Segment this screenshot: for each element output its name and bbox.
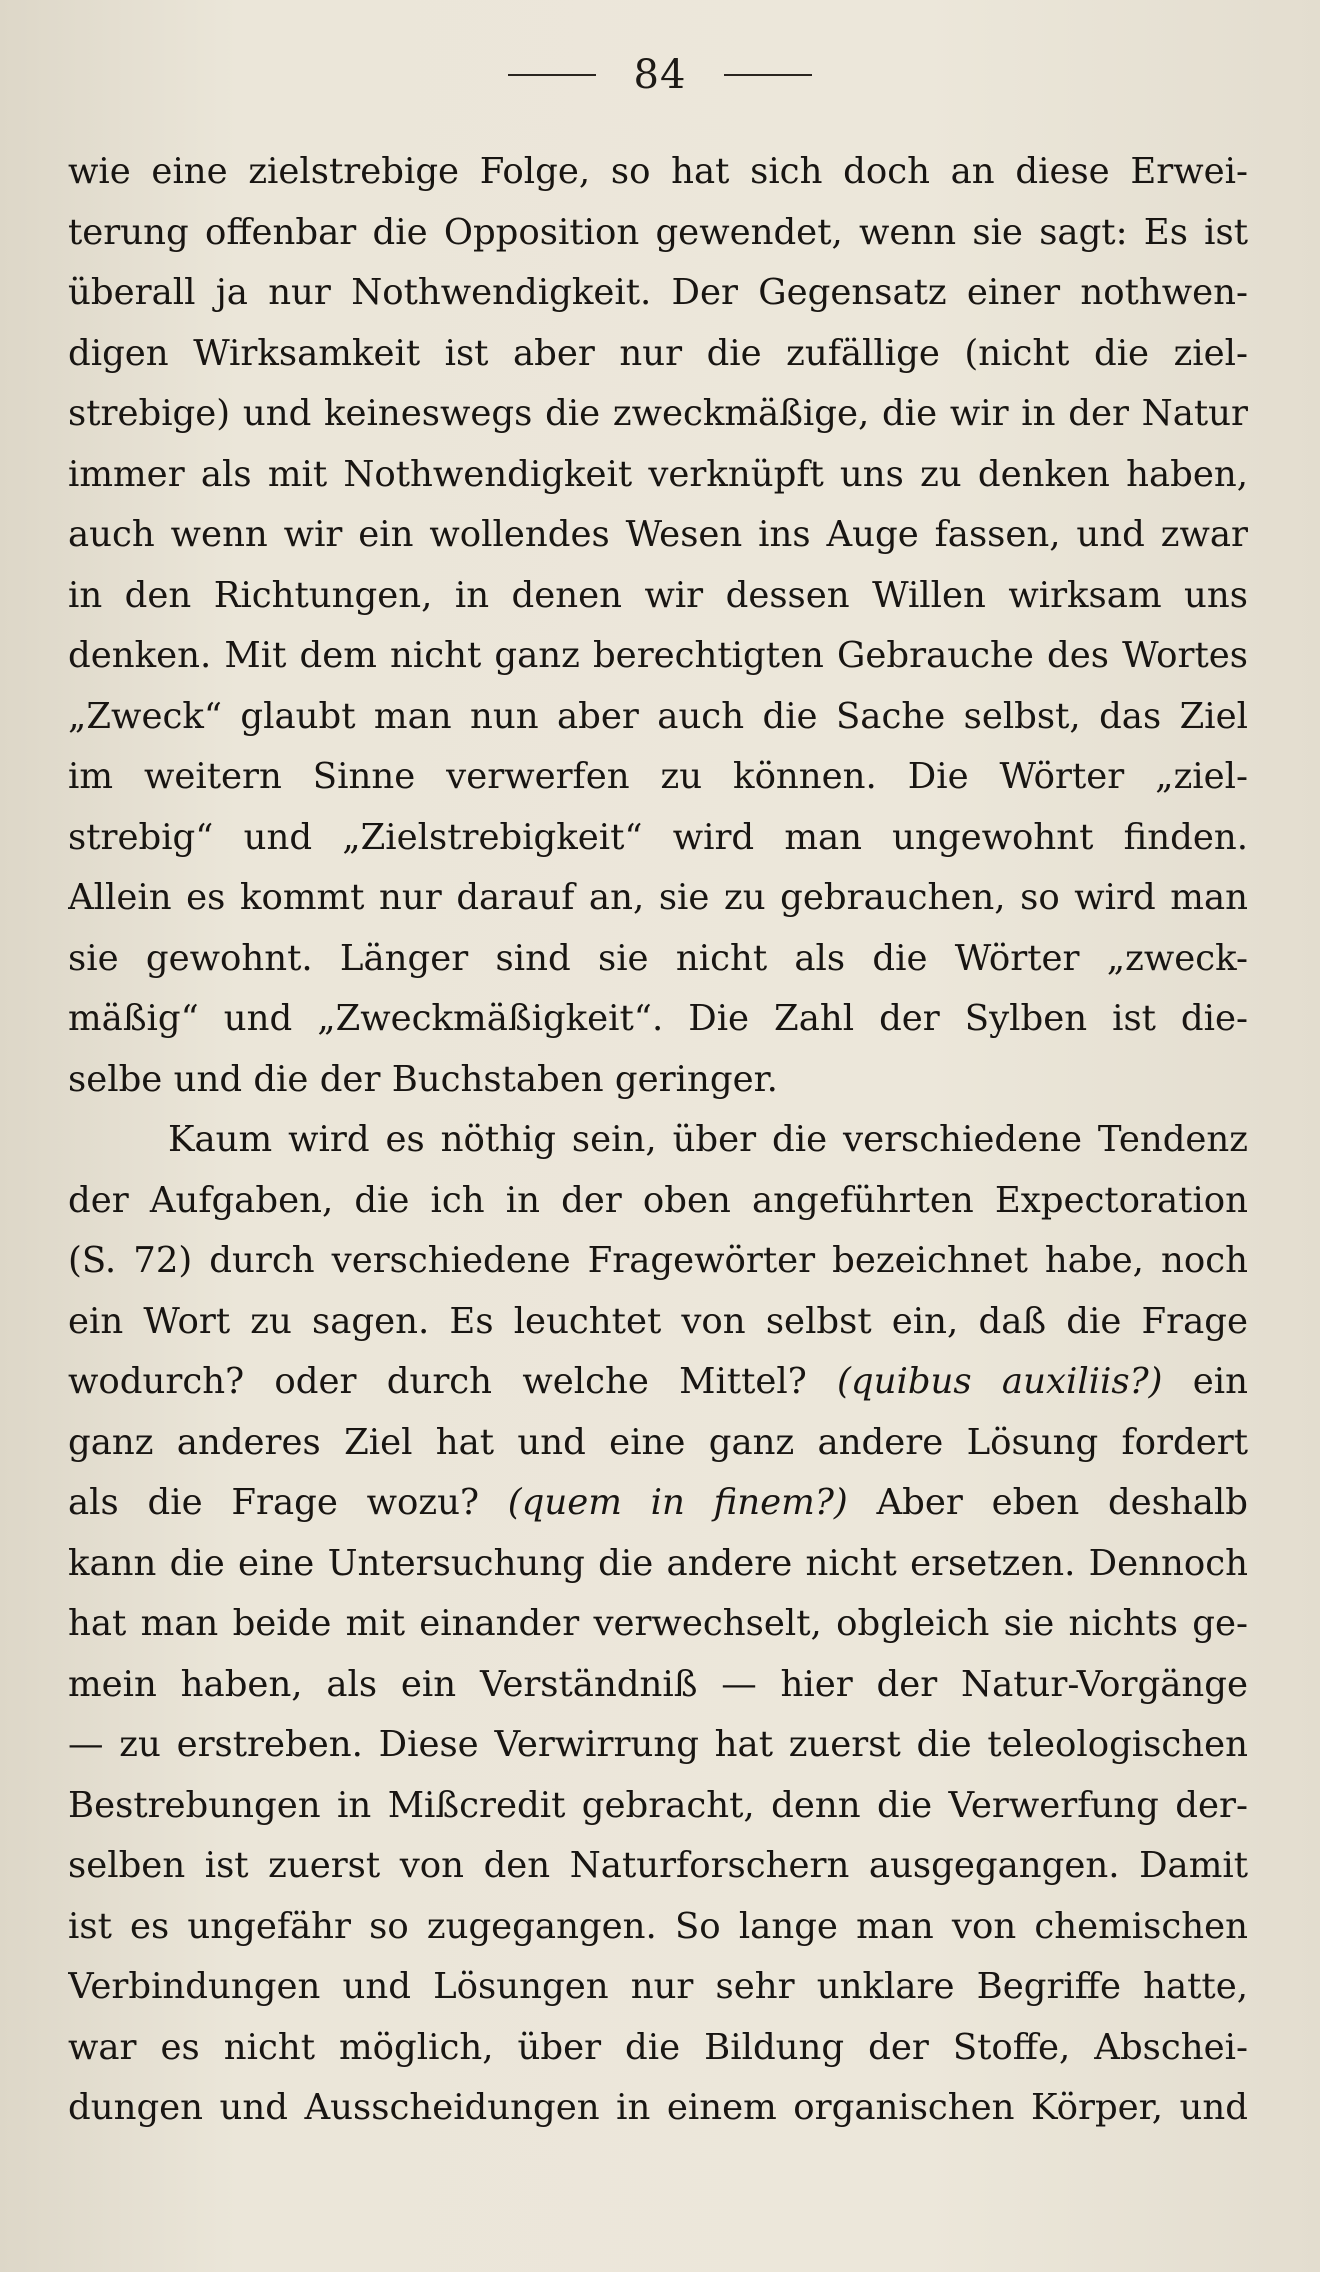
text-line: der Aufgaben, die ich in der oben angeführten Expectoration [68,1179,1248,1221]
latin-phrase: (quem in finem?) [507,1482,848,1523]
text-line: in den Richtungen, in denen wir dessen Willen wirksam uns [68,574,1248,616]
text-line: ganz anderes Ziel hat und eine ganz andere Lösung fordert [68,1421,1248,1463]
text-line: ist es ungefähr so zugegangen. So lange man von chemischen [68,1905,1248,1947]
text-line: auch wenn wir ein wollendes Wesen ins Auge fassen, und zwar [68,514,1248,555]
text-line: „Zweck“ glaubt man nun aber auch die Sache selbst, das Ziel [68,695,1248,737]
text-line: strebig“ und „Zielstrebigkeit“ wird man ungewohnt finden. [68,816,1248,858]
text-fragment: ein [1162,1361,1248,1402]
text-line: selbe und die der Buchstaben geringer. [68,1058,778,1100]
text-line: terung offenbar die Opposition gewendet, wenn sie sagt: Es ist [68,211,1248,253]
header-rule-left [508,74,596,76]
header-rule-right [724,74,812,76]
text-fragment: Aber eben deshalb [847,1482,1248,1523]
body-text [68,142,1248,2139]
page-header [0,40,1320,110]
text-line: Bestrebungen in Mißcredit gebracht, denn die Verwerfung der- [68,1784,1248,1826]
text-line: im weitern Sinne verwerfen zu können. Die Wörter „ziel- [68,756,1248,797]
text-line: ein Wort zu sagen. Es leuchtet von selbst ein, daß die Frage [68,1300,1248,1342]
text-line-with-latin [68,1473,1248,1534]
text-line: Verbindungen und Lösungen nur sehr unklare Begriffe hatte, [68,1966,1248,2007]
text-line: hat man beide mit einander verwechselt, obgleich sie nichts ge- [68,1603,1248,1644]
text-line: war es nicht möglich, über die Bildung der Stoffe, Abschei- [68,2026,1248,2068]
text-line: strebige) und keineswegs die zweckmäßige, die wir in der Natur [68,393,1248,434]
text-line: mäßig“ und „Zweckmäßigkeit“. Die Zahl der Sylben ist die- [68,998,1248,1039]
text-line: überall ja nur Nothwendigkeit. Der Gegensatz einer nothwen- [68,272,1248,313]
text-line: kann die eine Untersuchung die andere nicht ersetzen. Dennoch [68,1542,1248,1584]
paragraph-start-line: Kaum wird es nöthig sein, über die verschiedene Tendenz [168,1119,1248,1160]
text-line: immer als mit Nothwendigkeit verknüpft uns zu denken haben, [68,453,1248,495]
text-line: sie gewohnt. Länger sind sie nicht als die Wörter „zweck- [68,937,1248,979]
text-line: selben ist zuerst von den Naturforschern ausgegangen. Damit [68,1845,1248,1886]
text-line: — zu erstreben. Diese Verwirrung hat zuerst die teleologischen [68,1724,1248,1765]
latin-phrase: (quibus auxiliis?) [837,1361,1163,1402]
text-fragment: wodurch? oder durch welche Mittel? [68,1361,838,1402]
text-line: (S. 72) durch verschiedene Fragewörter bezeichnet habe, noch [68,1240,1248,1281]
text-line: dungen und Ausscheidungen in einem organischen Körper, und [68,2087,1248,2128]
text-line: Allein es kommt nur darauf an, sie zu gebrauchen, so wird man [68,877,1248,918]
text-line: digen Wirksamkeit ist aber nur die zufällige (nicht die ziel- [68,332,1248,374]
text-line: denken. Mit dem nicht ganz berechtigten Gebrauche des Wortes [68,635,1248,676]
page-number: 84 [633,52,687,98]
text-line-with-latin [68,1352,1248,1413]
text-line: mein haben, als ein Verständniß — hier der Natur-Vorgänge [68,1663,1248,1705]
text-line: wie eine zielstrebige Folge, so hat sich doch an diese Erwei- [68,151,1248,192]
text-fragment: als die Frage wozu? [68,1482,508,1523]
